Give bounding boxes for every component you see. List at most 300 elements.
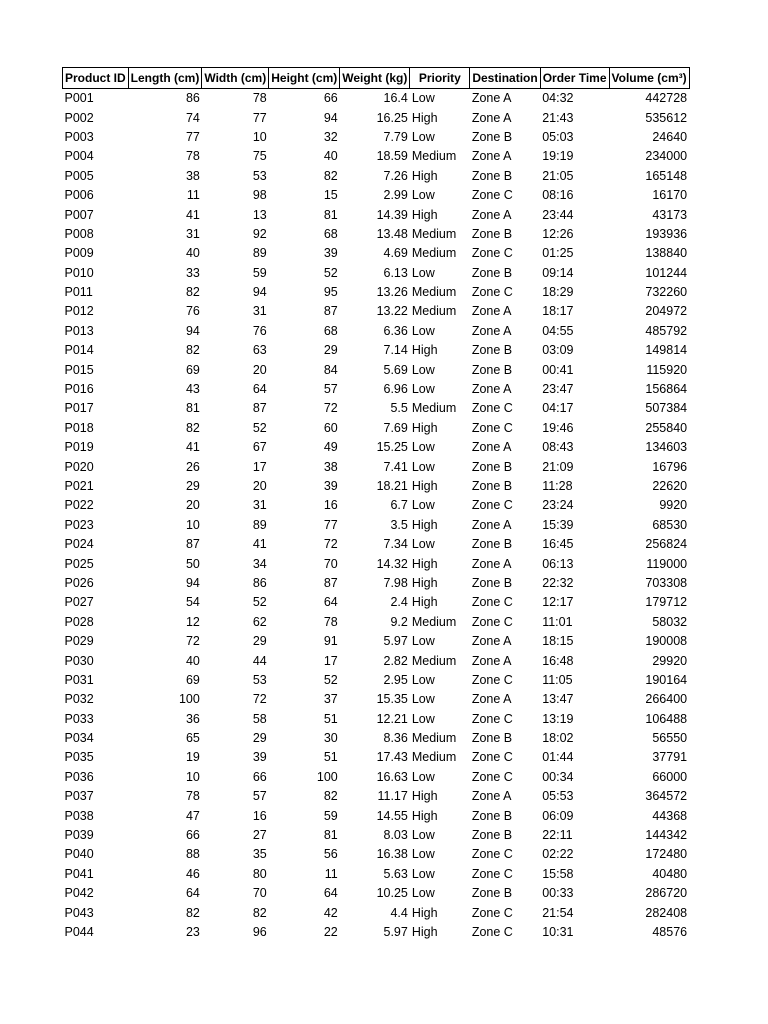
cell-length[interactable]: 50 — [185, 556, 200, 571]
cell-width[interactable]: 78 — [252, 91, 267, 106]
cell-priority[interactable]: High — [411, 517, 438, 532]
cell-destination[interactable]: Zone C — [471, 188, 513, 203]
cell-length[interactable]: 69 — [185, 672, 200, 687]
cell-length[interactable]: 41 — [185, 440, 200, 455]
cell-length[interactable]: 10 — [185, 769, 200, 784]
cell-width[interactable]: 82 — [252, 905, 267, 920]
cell-height[interactable]: 64 — [323, 595, 338, 610]
cell-volume[interactable]: 703308 — [645, 575, 688, 590]
cell-priority[interactable]: High — [411, 479, 438, 493]
header-length[interactable]: Length (cm) — [128, 68, 202, 89]
cell-length[interactable]: 72 — [185, 634, 200, 649]
cell-width[interactable]: 94 — [252, 285, 267, 300]
cell-order-time[interactable]: 01:25 — [542, 246, 574, 261]
cell-weight[interactable]: 6.13 — [383, 265, 408, 280]
cell-weight[interactable]: 13.26 — [376, 285, 408, 300]
cell-width[interactable]: 98 — [252, 188, 267, 203]
cell-weight[interactable]: 14.32 — [376, 556, 408, 571]
cell-volume[interactable]: 234000 — [645, 149, 688, 164]
cell-order-time[interactable]: 02:22 — [542, 847, 574, 862]
cell-weight[interactable]: 5.5 — [390, 401, 408, 416]
cell-volume[interactable]: 255840 — [645, 420, 688, 435]
cell-weight[interactable]: 18.21 — [376, 479, 408, 493]
cell-order-time[interactable]: 15:58 — [542, 866, 574, 881]
cell-weight[interactable]: 6.96 — [383, 382, 408, 397]
cell-product-id[interactable]: P035 — [64, 750, 94, 765]
cell-length[interactable]: 100 — [178, 692, 200, 707]
cell-product-id[interactable]: P039 — [64, 828, 94, 843]
cell-destination[interactable]: Zone B — [471, 828, 513, 843]
cell-product-id[interactable]: P002 — [64, 110, 94, 125]
cell-width[interactable]: 77 — [252, 110, 267, 125]
cell-destination[interactable]: Zone A — [471, 91, 512, 106]
cell-length[interactable]: 82 — [185, 420, 200, 435]
cell-priority[interactable]: Low — [411, 886, 435, 901]
cell-length[interactable]: 23 — [185, 924, 200, 939]
cell-height[interactable]: 64 — [323, 886, 338, 901]
cell-weight[interactable]: 16.25 — [376, 110, 408, 125]
cell-height[interactable]: 38 — [323, 459, 338, 474]
cell-product-id[interactable]: P018 — [64, 420, 94, 435]
cell-volume[interactable]: 134603 — [645, 440, 688, 455]
cell-weight[interactable]: 5.97 — [383, 634, 408, 649]
cell-priority[interactable]: Medium — [411, 731, 457, 746]
cell-product-id[interactable]: P015 — [64, 362, 94, 377]
cell-product-id[interactable]: P026 — [64, 575, 94, 590]
cell-destination[interactable]: Zone C — [471, 246, 513, 261]
cell-length[interactable]: 26 — [185, 459, 200, 474]
cell-volume[interactable]: 179712 — [645, 595, 688, 610]
cell-height[interactable]: 81 — [323, 828, 338, 843]
cell-weight[interactable]: 7.26 — [383, 168, 408, 183]
cell-priority[interactable]: High — [411, 420, 438, 435]
cell-weight[interactable]: 7.41 — [383, 459, 408, 474]
cell-length[interactable]: 65 — [185, 731, 200, 746]
cell-width[interactable]: 89 — [252, 246, 267, 261]
cell-width[interactable]: 17 — [252, 459, 267, 474]
cell-height[interactable]: 82 — [323, 789, 338, 804]
cell-product-id[interactable]: P014 — [64, 343, 94, 358]
cell-product-id[interactable]: P001 — [64, 91, 94, 106]
cell-priority[interactable]: High — [411, 595, 438, 610]
cell-priority[interactable]: Medium — [411, 226, 457, 241]
cell-length[interactable]: 82 — [185, 343, 200, 358]
cell-height[interactable]: 56 — [323, 847, 338, 862]
cell-destination[interactable]: Zone C — [471, 866, 513, 881]
cell-height[interactable]: 68 — [323, 226, 338, 241]
cell-width[interactable]: 29 — [252, 731, 267, 746]
cell-width[interactable]: 27 — [252, 828, 267, 843]
cell-destination[interactable]: Zone A — [471, 556, 512, 571]
cell-destination[interactable]: Zone B — [471, 808, 513, 823]
cell-order-time[interactable]: 16:48 — [542, 653, 574, 668]
cell-priority[interactable]: Medium — [411, 653, 457, 668]
header-width[interactable]: Width (cm) — [202, 68, 269, 89]
cell-product-id[interactable]: P016 — [64, 382, 94, 397]
cell-product-id[interactable]: P031 — [64, 672, 94, 687]
cell-length[interactable]: 82 — [185, 285, 200, 300]
cell-priority[interactable]: Low — [411, 634, 435, 649]
cell-length[interactable]: 82 — [185, 905, 200, 920]
cell-length[interactable]: 94 — [185, 323, 200, 338]
cell-volume[interactable]: 119000 — [646, 556, 688, 571]
cell-height[interactable]: 11 — [324, 866, 338, 881]
cell-height[interactable]: 32 — [323, 129, 338, 144]
cell-order-time[interactable]: 06:13 — [542, 556, 574, 571]
cell-order-time[interactable]: 13:47 — [542, 692, 574, 707]
cell-order-time[interactable]: 11:28 — [542, 479, 573, 493]
cell-priority[interactable]: Medium — [411, 401, 457, 416]
cell-height[interactable]: 72 — [323, 401, 338, 416]
cell-order-time[interactable]: 03:09 — [542, 343, 574, 358]
cell-width[interactable]: 89 — [252, 517, 267, 532]
cell-height[interactable]: 72 — [323, 537, 338, 552]
cell-order-time[interactable]: 23:44 — [542, 207, 574, 222]
cell-order-time[interactable]: 00:33 — [542, 886, 574, 901]
cell-destination[interactable]: Zone B — [471, 129, 513, 144]
cell-order-time[interactable]: 11:01 — [542, 614, 573, 629]
cell-destination[interactable]: Zone A — [471, 517, 512, 532]
cell-order-time[interactable]: 22:11 — [542, 828, 573, 843]
cell-weight[interactable]: 14.55 — [376, 808, 408, 823]
cell-length[interactable]: 87 — [185, 537, 200, 552]
cell-priority[interactable]: Low — [411, 382, 435, 397]
cell-destination[interactable]: Zone B — [471, 537, 513, 552]
cell-length[interactable]: 38 — [185, 168, 200, 183]
cell-weight[interactable]: 14.39 — [376, 207, 408, 222]
cell-volume[interactable]: 16796 — [652, 459, 688, 474]
cell-order-time[interactable]: 21:09 — [542, 459, 574, 474]
cell-height[interactable]: 51 — [323, 711, 338, 726]
cell-length[interactable]: 20 — [185, 498, 200, 513]
cell-product-id[interactable]: P037 — [64, 789, 94, 804]
cell-width[interactable]: 62 — [252, 614, 267, 629]
cell-width[interactable]: 59 — [252, 265, 267, 280]
cell-volume[interactable]: 286720 — [645, 886, 688, 901]
cell-priority[interactable]: Low — [411, 692, 435, 707]
cell-width[interactable]: 57 — [252, 789, 267, 804]
cell-order-time[interactable]: 19:19 — [542, 149, 574, 164]
cell-width[interactable]: 63 — [252, 343, 267, 358]
cell-product-id[interactable]: P008 — [64, 226, 94, 241]
cell-priority[interactable]: Low — [411, 847, 435, 862]
cell-destination[interactable]: Zone C — [471, 285, 513, 300]
cell-priority[interactable]: High — [411, 343, 438, 358]
cell-weight[interactable]: 18.59 — [376, 149, 408, 164]
cell-order-time[interactable]: 21:54 — [542, 905, 574, 920]
cell-length[interactable]: 11 — [186, 188, 200, 203]
cell-destination[interactable]: Zone B — [471, 265, 513, 280]
cell-priority[interactable]: Low — [411, 459, 435, 474]
cell-width[interactable]: 44 — [252, 653, 267, 668]
cell-height[interactable]: 82 — [323, 168, 338, 183]
cell-width[interactable]: 39 — [252, 750, 267, 765]
cell-product-id[interactable]: P024 — [64, 537, 94, 552]
cell-product-id[interactable]: P038 — [64, 808, 94, 823]
cell-order-time[interactable]: 18:29 — [542, 285, 574, 300]
cell-priority[interactable]: High — [411, 789, 438, 804]
cell-destination[interactable]: Zone A — [471, 304, 512, 319]
cell-width[interactable]: 80 — [252, 866, 267, 881]
cell-product-id[interactable]: P013 — [64, 323, 94, 338]
cell-volume[interactable]: 190164 — [645, 672, 688, 687]
cell-destination[interactable]: Zone C — [471, 595, 513, 610]
cell-destination[interactable]: Zone B — [471, 479, 513, 493]
cell-destination[interactable]: Zone C — [471, 769, 513, 784]
cell-product-id[interactable]: P007 — [64, 207, 94, 222]
cell-product-id[interactable]: P010 — [64, 265, 94, 280]
cell-volume[interactable]: 442728 — [645, 91, 688, 106]
cell-product-id[interactable]: P027 — [64, 595, 94, 610]
cell-destination[interactable]: Zone A — [471, 323, 512, 338]
cell-width[interactable]: 16 — [252, 808, 267, 823]
cell-volume[interactable]: 43173 — [652, 207, 688, 222]
cell-destination[interactable]: Zone A — [471, 440, 512, 455]
cell-width[interactable]: 13 — [252, 207, 267, 222]
cell-volume[interactable]: 172480 — [645, 847, 688, 862]
cell-height[interactable]: 22 — [323, 924, 338, 939]
cell-height[interactable]: 59 — [323, 808, 338, 823]
header-destination[interactable]: Destination — [470, 68, 540, 89]
cell-height[interactable]: 29 — [323, 343, 338, 358]
cell-volume[interactable]: 40480 — [652, 866, 688, 881]
cell-height[interactable]: 16 — [323, 498, 338, 513]
cell-order-time[interactable]: 08:43 — [542, 440, 574, 455]
cell-weight[interactable]: 13.48 — [376, 226, 408, 241]
cell-length[interactable]: 36 — [185, 711, 200, 726]
cell-width[interactable]: 31 — [252, 498, 267, 513]
cell-priority[interactable]: Medium — [411, 285, 457, 300]
cell-order-time[interactable]: 00:34 — [542, 769, 574, 784]
cell-destination[interactable]: Zone A — [471, 634, 512, 649]
cell-volume[interactable]: 58032 — [652, 614, 688, 629]
cell-priority[interactable]: Medium — [411, 149, 457, 164]
cell-length[interactable]: 33 — [185, 265, 200, 280]
cell-volume[interactable]: 535612 — [645, 110, 688, 125]
cell-volume[interactable]: 282408 — [645, 905, 688, 920]
cell-priority[interactable]: Low — [411, 866, 435, 881]
cell-priority[interactable]: Low — [411, 440, 435, 455]
cell-volume[interactable]: 204972 — [645, 304, 688, 319]
cell-width[interactable]: 53 — [252, 672, 267, 687]
cell-length[interactable]: 81 — [185, 401, 200, 416]
cell-priority[interactable]: Medium — [411, 304, 457, 319]
cell-destination[interactable]: Zone C — [471, 750, 513, 765]
cell-length[interactable]: 54 — [185, 595, 200, 610]
cell-weight[interactable]: 7.34 — [383, 537, 408, 552]
cell-length[interactable]: 12 — [185, 614, 200, 629]
cell-weight[interactable]: 8.36 — [383, 731, 408, 746]
cell-width[interactable]: 52 — [252, 420, 267, 435]
cell-height[interactable]: 15 — [323, 188, 338, 203]
cell-order-time[interactable]: 16:45 — [542, 537, 574, 552]
cell-width[interactable]: 87 — [252, 401, 267, 416]
cell-product-id[interactable]: P044 — [64, 924, 94, 939]
cell-length[interactable]: 41 — [185, 207, 200, 222]
header-height[interactable]: Height (cm) — [269, 68, 340, 89]
cell-weight[interactable]: 5.97 — [383, 924, 408, 939]
cell-height[interactable]: 70 — [323, 556, 338, 571]
cell-order-time[interactable]: 10:31 — [542, 924, 574, 939]
cell-destination[interactable]: Zone A — [471, 382, 512, 397]
cell-volume[interactable]: 48576 — [652, 924, 688, 939]
cell-height[interactable]: 87 — [323, 304, 338, 319]
cell-volume[interactable]: 266400 — [645, 692, 688, 707]
cell-volume[interactable]: 156864 — [645, 382, 688, 397]
cell-height[interactable]: 37 — [323, 692, 338, 707]
cell-destination[interactable]: Zone C — [471, 498, 513, 513]
cell-volume[interactable]: 16170 — [652, 188, 688, 203]
cell-height[interactable]: 95 — [323, 285, 338, 300]
cell-order-time[interactable]: 04:32 — [542, 91, 574, 106]
cell-length[interactable]: 10 — [185, 517, 200, 532]
cell-order-time[interactable]: 21:05 — [542, 168, 574, 183]
cell-priority[interactable]: Low — [411, 323, 435, 338]
cell-height[interactable]: 84 — [323, 362, 338, 377]
cell-volume[interactable]: 56550 — [652, 731, 688, 746]
cell-height[interactable]: 39 — [323, 246, 338, 261]
cell-height[interactable]: 91 — [323, 634, 338, 649]
cell-volume[interactable]: 22620 — [652, 479, 688, 493]
cell-order-time[interactable]: 13:19 — [542, 711, 574, 726]
cell-height[interactable]: 52 — [323, 672, 338, 687]
cell-product-id[interactable]: P029 — [64, 634, 94, 649]
cell-weight[interactable]: 7.98 — [383, 575, 408, 590]
cell-volume[interactable]: 44368 — [652, 808, 688, 823]
cell-order-time[interactable]: 04:55 — [542, 323, 574, 338]
cell-width[interactable]: 52 — [252, 595, 267, 610]
cell-width[interactable]: 76 — [252, 323, 267, 338]
cell-volume[interactable]: 101244 — [645, 265, 688, 280]
cell-priority[interactable]: High — [411, 905, 438, 920]
cell-order-time[interactable]: 11:05 — [542, 672, 573, 687]
cell-destination[interactable]: Zone B — [471, 362, 513, 377]
cell-product-id[interactable]: P034 — [64, 731, 94, 746]
cell-width[interactable]: 67 — [252, 440, 267, 455]
cell-priority[interactable]: High — [411, 556, 438, 571]
cell-product-id[interactable]: P036 — [64, 769, 94, 784]
cell-order-time[interactable]: 01:44 — [542, 750, 574, 765]
cell-weight[interactable]: 8.03 — [383, 828, 408, 843]
cell-weight[interactable]: 6.36 — [383, 323, 408, 338]
cell-priority[interactable]: Low — [411, 362, 435, 377]
cell-product-id[interactable]: P043 — [64, 905, 94, 920]
cell-destination[interactable]: Zone C — [471, 672, 513, 687]
cell-length[interactable]: 47 — [185, 808, 200, 823]
cell-volume[interactable]: 507384 — [645, 401, 688, 416]
cell-order-time[interactable]: 00:41 — [542, 362, 574, 377]
cell-length[interactable]: 77 — [185, 129, 200, 144]
cell-order-time[interactable]: 05:53 — [542, 789, 574, 804]
cell-priority[interactable]: Medium — [411, 614, 457, 629]
cell-priority[interactable]: Low — [411, 828, 435, 843]
cell-order-time[interactable]: 18:15 — [542, 634, 574, 649]
cell-weight[interactable]: 7.14 — [383, 343, 408, 358]
cell-product-id[interactable]: P030 — [64, 653, 94, 668]
cell-height[interactable]: 52 — [323, 265, 338, 280]
cell-priority[interactable]: Low — [411, 188, 435, 203]
cell-destination[interactable]: Zone B — [471, 343, 513, 358]
cell-destination[interactable]: Zone B — [471, 886, 513, 901]
cell-height[interactable]: 30 — [323, 731, 338, 746]
cell-priority[interactable]: High — [411, 808, 438, 823]
cell-destination[interactable]: Zone C — [471, 711, 513, 726]
cell-volume[interactable]: 256824 — [645, 537, 688, 552]
cell-weight[interactable]: 9.2 — [390, 614, 408, 629]
cell-priority[interactable]: Low — [411, 672, 435, 687]
cell-height[interactable]: 57 — [323, 382, 338, 397]
cell-order-time[interactable]: 15:39 — [542, 517, 574, 532]
cell-product-id[interactable]: P011 — [64, 285, 93, 300]
cell-volume[interactable]: 144342 — [645, 828, 688, 843]
cell-weight[interactable]: 15.35 — [376, 692, 408, 707]
cell-volume[interactable]: 106488 — [645, 711, 688, 726]
cell-priority[interactable]: Low — [411, 769, 435, 784]
cell-product-id[interactable]: P022 — [64, 498, 94, 513]
cell-height[interactable]: 17 — [323, 653, 338, 668]
cell-volume[interactable]: 24640 — [652, 129, 688, 144]
header-order-time[interactable]: Order Time — [540, 68, 609, 89]
cell-width[interactable]: 58 — [252, 711, 267, 726]
cell-order-time[interactable]: 23:47 — [542, 382, 574, 397]
cell-destination[interactable]: Zone B — [471, 226, 513, 241]
cell-product-id[interactable]: P012 — [64, 304, 94, 319]
cell-length[interactable]: 69 — [185, 362, 200, 377]
cell-width[interactable]: 31 — [252, 304, 267, 319]
cell-destination[interactable]: Zone C — [471, 401, 513, 416]
cell-order-time[interactable]: 08:16 — [542, 188, 574, 203]
cell-order-time[interactable]: 21:43 — [542, 110, 574, 125]
cell-weight[interactable]: 12.21 — [376, 711, 408, 726]
cell-destination[interactable]: Zone B — [471, 168, 513, 183]
header-product-id[interactable]: Product ID — [63, 68, 129, 89]
cell-destination[interactable]: Zone A — [471, 692, 512, 707]
header-volume[interactable]: Volume (cm³) — [609, 68, 689, 89]
cell-height[interactable]: 81 — [323, 207, 338, 222]
cell-order-time[interactable]: 12:26 — [542, 226, 574, 241]
cell-length[interactable]: 43 — [185, 382, 200, 397]
cell-destination[interactable]: Zone C — [471, 905, 513, 920]
cell-order-time[interactable]: 23:24 — [542, 498, 574, 513]
cell-product-id[interactable]: P017 — [64, 401, 94, 416]
cell-order-time[interactable]: 12:17 — [542, 595, 574, 610]
cell-product-id[interactable]: P004 — [64, 149, 94, 164]
cell-volume[interactable]: 115920 — [646, 362, 688, 377]
cell-height[interactable]: 94 — [323, 110, 338, 125]
cell-destination[interactable]: Zone B — [471, 575, 513, 590]
cell-volume[interactable]: 165148 — [645, 168, 688, 183]
cell-weight[interactable]: 6.7 — [390, 498, 408, 513]
cell-weight[interactable]: 5.63 — [383, 866, 408, 881]
cell-width[interactable]: 35 — [252, 847, 267, 862]
cell-height[interactable]: 87 — [323, 575, 338, 590]
cell-product-id[interactable]: P005 — [64, 168, 94, 183]
cell-weight[interactable]: 2.95 — [383, 672, 408, 687]
cell-height[interactable]: 60 — [323, 420, 338, 435]
cell-priority[interactable]: Low — [411, 498, 435, 513]
cell-height[interactable]: 78 — [323, 614, 338, 629]
cell-weight[interactable]: 2.99 — [383, 188, 408, 203]
cell-order-time[interactable]: 04:17 — [542, 401, 574, 416]
cell-width[interactable]: 20 — [252, 479, 267, 493]
cell-weight[interactable]: 3.5 — [390, 517, 408, 532]
cell-destination[interactable]: Zone C — [471, 924, 513, 939]
cell-length[interactable]: 46 — [185, 866, 200, 881]
cell-destination[interactable]: Zone C — [471, 420, 513, 435]
cell-volume[interactable]: 68530 — [652, 517, 688, 532]
cell-order-time[interactable]: 22:32 — [542, 575, 574, 590]
cell-width[interactable]: 20 — [252, 362, 267, 377]
